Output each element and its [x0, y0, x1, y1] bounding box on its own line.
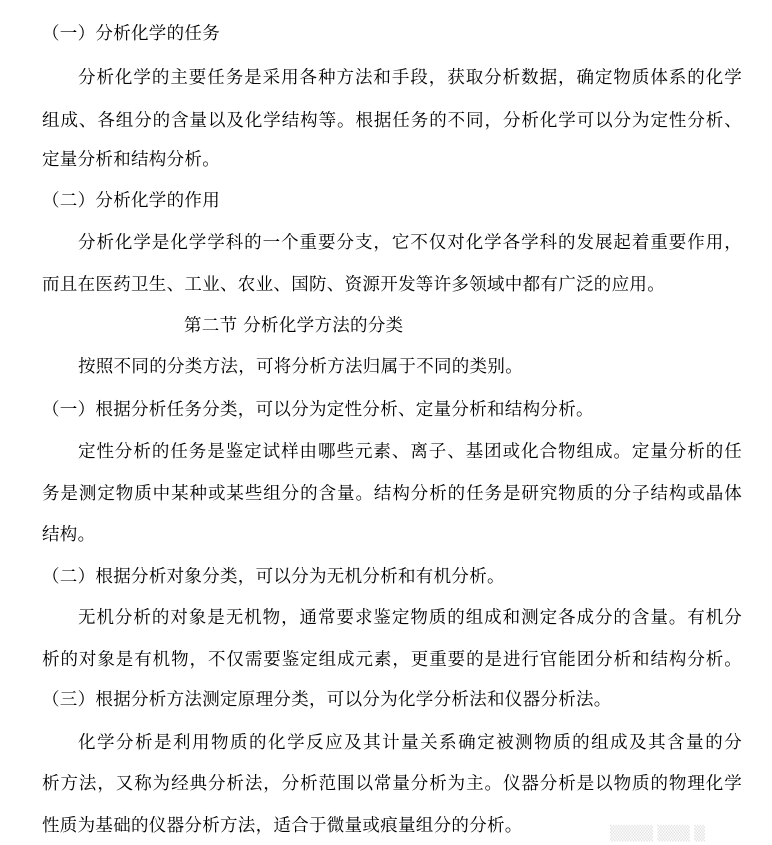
paragraph-principle-line-3: 性质为基础的仪器分析方法，适合于微量或痕量组分的分析。	[42, 816, 523, 836]
paragraph-task-class-line-3: 结构。	[42, 525, 96, 545]
paragraph-principle-line-1: 化学分析是利用物质的化学反应及其计量关系确定被测物质的组成及其含量的分	[78, 733, 742, 753]
section-title: 第二节 分析化学方法的分类	[184, 316, 404, 336]
paragraph-object-line-2: 析的对象是有机物，不仅需要鉴定组成元素，更重要的是进行官能团分析和结构分析。	[42, 650, 742, 670]
paragraph-principle-line-2: 析方法，又称为经典分析法，分析范围以常量分析为主。仪器分析是以物质的物理化学	[42, 774, 742, 794]
paragraph-object-line-1: 无机分析的对象是无机物，通常要求鉴定物质的组成和测定各成分的含量。有机分	[78, 608, 742, 628]
heading-task-class: （一）根据分析任务分类，可以分为定性分析、定量分析和结构分析。	[42, 400, 594, 420]
heading-task: （一）分析化学的任务	[42, 24, 220, 44]
paragraph-task-class-line-1: 定性分析的任务是鉴定试样由哪些元素、离子、基团或化合物组成。定量分析的任	[78, 442, 742, 462]
paragraph-role-line-2: 而且在医药卫生、工业、农业、国防、资源开发等许多领域中都有广泛的应用。	[42, 275, 665, 295]
paragraph-task-line-3: 定量分析和结构分析。	[42, 150, 220, 170]
paragraph-role-line-1: 分析化学是化学学科的一个重要分支，它不仅对化学各学科的发展起着重要作用，	[78, 233, 742, 253]
paragraph-intro: 按照不同的分类方法，可将分析方法归属于不同的类别。	[78, 357, 523, 377]
paragraph-task-line-1: 分析化学的主要任务是采用各种方法和手段，获取分析数据，确定物质体系的化学	[78, 68, 742, 88]
watermark-logo: ▒▒▒▒ ▒▒▒ ▒	[610, 826, 706, 842]
heading-role: （二）分析化学的作用	[42, 191, 220, 211]
heading-object-class: （二）根据分析对象分类，可以分为无机分析和有机分析。	[42, 567, 505, 587]
paragraph-task-line-2: 组成、各组分的含量以及化学结构等。根据任务的不同，分析化学可以分为定性分析、	[42, 111, 742, 131]
heading-principle-class: （三）根据分析方法测定原理分类，可以分为化学分析法和仪器分析法。	[42, 690, 612, 710]
paragraph-task-class-line-2: 务是测定物质中某种或某些组分的含量。结构分析的任务是研究物质的分子结构或晶体	[42, 484, 742, 504]
